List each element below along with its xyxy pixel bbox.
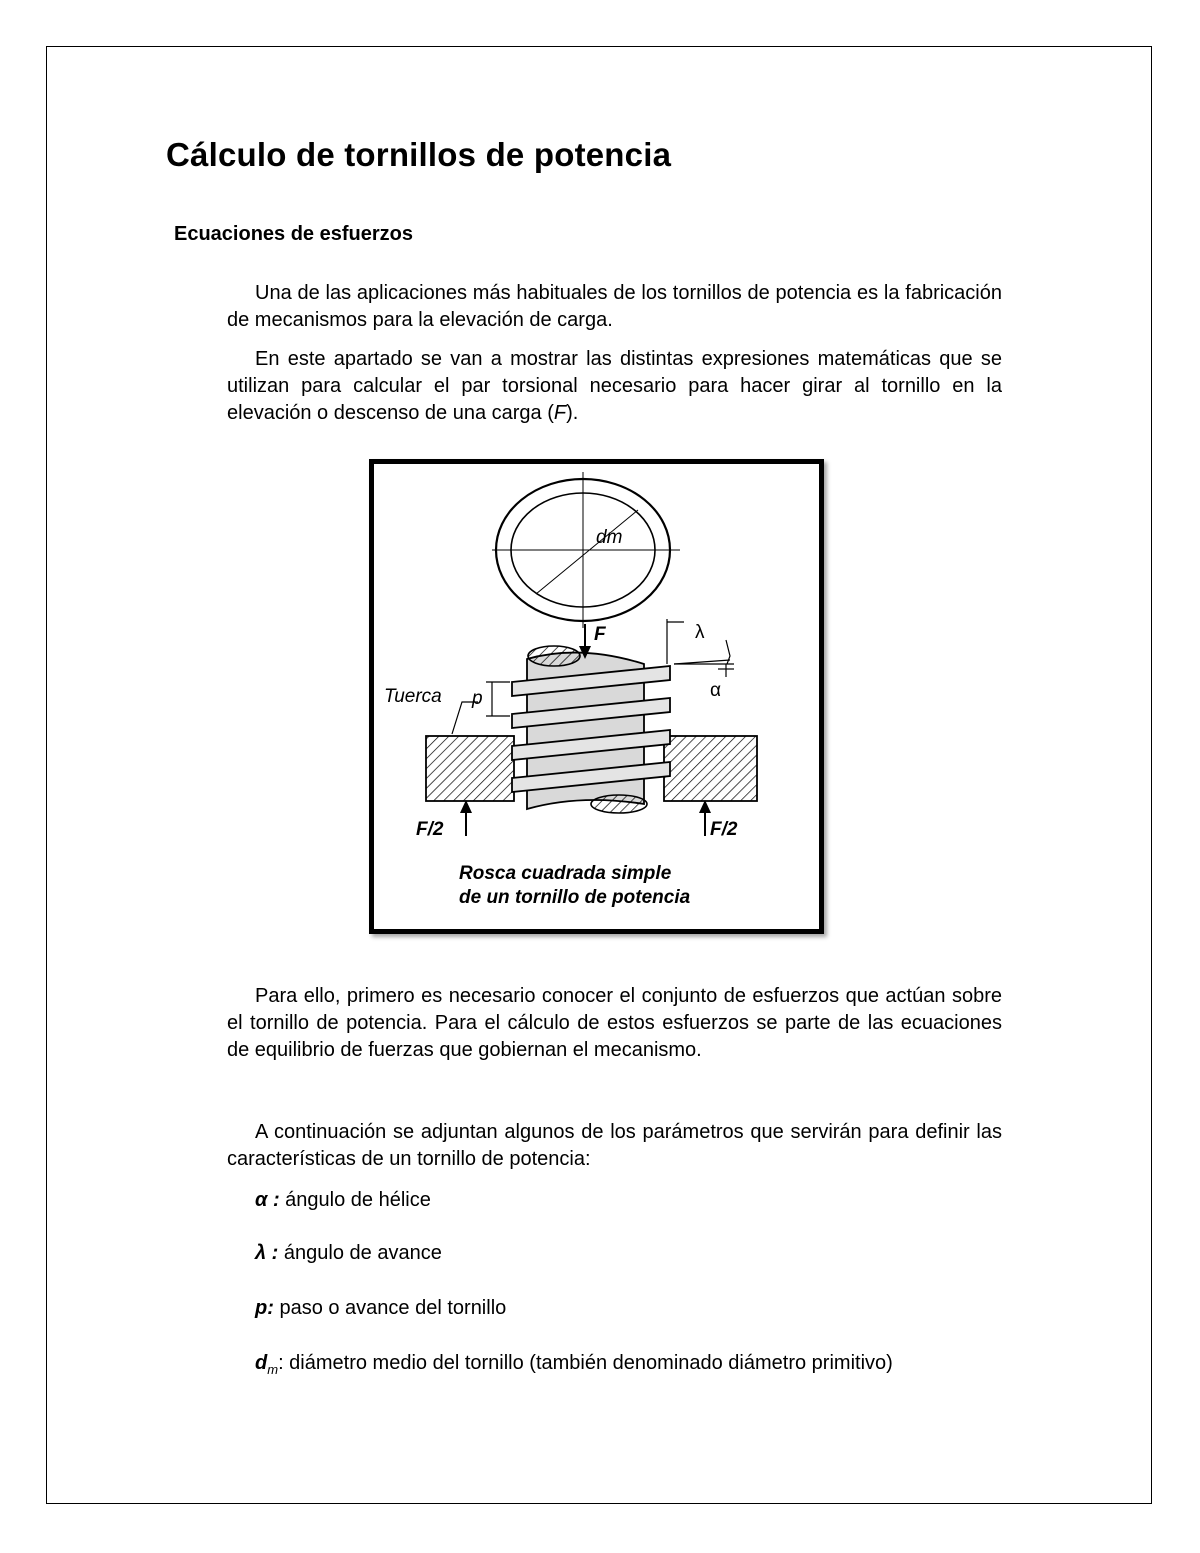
paragraph-parameters: A continuación se adjuntan algunos de los parámetros que servirán para definir las características de un tornillo de potencia: [227,1121,1002,1170]
param-pitch-text: paso o avance del tornillo [273,1297,507,1319]
section-heading: Ecuaciones de esfuerzos [174,223,413,245]
param-pitch-symbol: p: [255,1297,274,1319]
param-dm-symbol: d [255,1352,268,1374]
label-force: F [594,624,606,645]
label-nut: Tuerca [384,686,442,707]
label-pitch: p [472,688,483,709]
reaction-arrows [460,800,711,836]
param-lambda-text: ángulo de avance [278,1242,442,1264]
force-symbol: F [553,402,567,424]
label-alpha: α [710,680,721,701]
label-half-force-left: F/2 [416,819,444,840]
param-alpha-symbol: α : [255,1189,280,1211]
paragraph-intro: Una de las aplicaciones más habituales de los tornillos de potencia es la fabricación de mecanismos para la elevación de carga. [227,282,1002,331]
label-dm: dm [596,527,623,548]
param-alpha-text: ángulo de hélice [279,1189,431,1211]
paragraph-section-text: En este apartado se van a mostrar las distintas expresiones matemáticas que se utilizan para calcular el par torsional necesario para hacer girar al tornillo en la elevación o descenso de una carga ( [227,348,1002,424]
label-lambda: λ [695,622,705,643]
param-lambda [255,1240,442,1267]
paragraph-section-end: ). [566,402,579,424]
paragraph-efforts: Para ello, primero es necesario conocer el conjunto de esfuerzos que actúan sobre el tornillo de potencia. Para el cálculo de estos esfuerzos se parte de las ecuaciones de equilibrio de fuerzas que gobiernan el mecanismo. [227,985,1002,1061]
paragraph-section [227,346,1002,427]
param-alpha [255,1187,431,1214]
figure-caption-line1: Rosca cuadrada simple [459,863,672,884]
page-title: Cálculo de tornillos de potencia [166,136,672,173]
figure-caption [459,862,690,910]
power-screw-figure [369,459,824,934]
param-pitch [255,1295,506,1322]
param-dm-subscript: m [267,1362,279,1377]
param-dm [227,1350,1002,1383]
label-half-force-right: F/2 [710,819,738,840]
param-dm-text: : diámetro medio del tornillo (también denominado diámetro primitivo) [278,1352,893,1374]
param-lambda-symbol: λ : [255,1242,279,1264]
top-view [492,472,680,628]
figure-caption-line2: de un tornillo de potencia [459,887,691,908]
